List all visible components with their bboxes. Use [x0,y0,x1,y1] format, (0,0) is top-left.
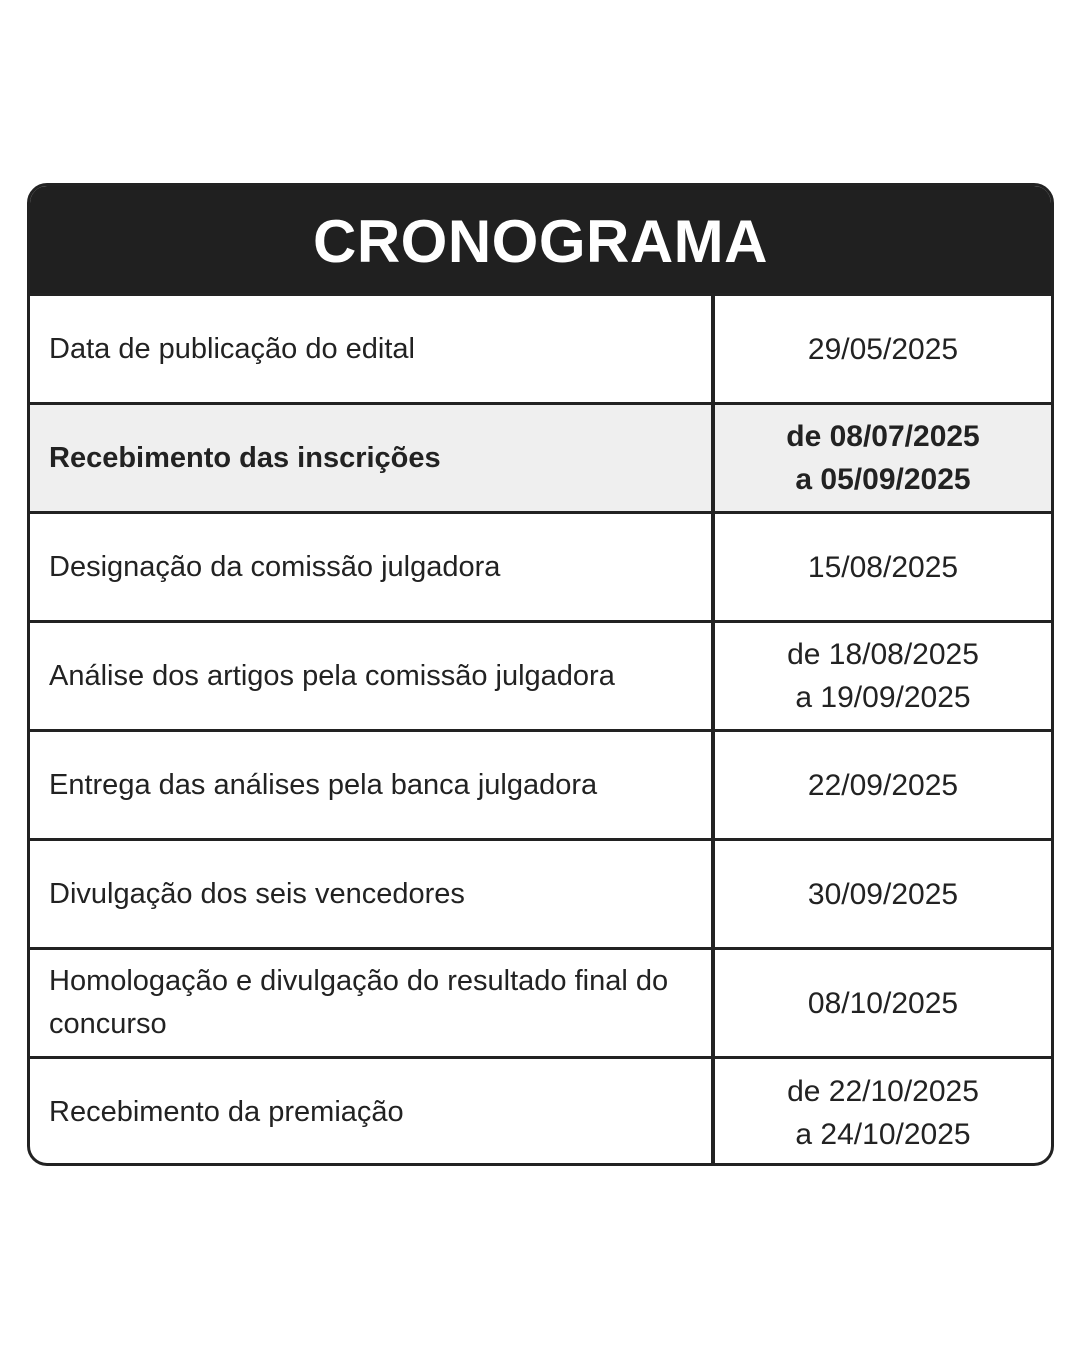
row-label: Data de publicação do edital [30,296,715,402]
row-label: Designação da comissão julgadora [30,514,715,620]
schedule-title: CRONOGRAMA [313,208,768,275]
row-label: Análise dos artigos pela comissão julgadora [30,623,715,729]
table-row [30,732,1051,841]
row-label: Entrega das análises pela banca julgadora [30,732,715,838]
row-label: Recebimento das inscrições [30,405,715,511]
row-date: de 22/10/2025 a 24/10/2025 [787,1074,979,1151]
row-date: 15/08/2025 [807,550,959,584]
row-date: 22/09/2025 [807,768,959,802]
table-row [30,296,1051,405]
row-date: 30/09/2025 [807,877,959,911]
table-row-highlighted [30,405,1051,514]
row-date: 29/05/2025 [807,332,959,366]
row-label: Divulgação dos seis vencedores [30,841,715,947]
row-date: de 08/07/2025 a 05/09/2025 [786,420,980,496]
row-label: Recebimento da premiação [30,1059,715,1166]
schedule-header [30,186,1051,296]
row-date: 08/10/2025 [807,986,959,1020]
row-date: de 18/08/2025 a 19/09/2025 [787,638,979,714]
schedule-table [27,183,1054,1166]
schedule-body [30,296,1051,1166]
table-row [30,514,1051,623]
table-row [30,1059,1051,1166]
table-row [30,841,1051,950]
row-label: Homologação e divulgação do resultado final do concurso [30,950,715,1056]
table-row [30,950,1051,1059]
table-row [30,623,1051,732]
